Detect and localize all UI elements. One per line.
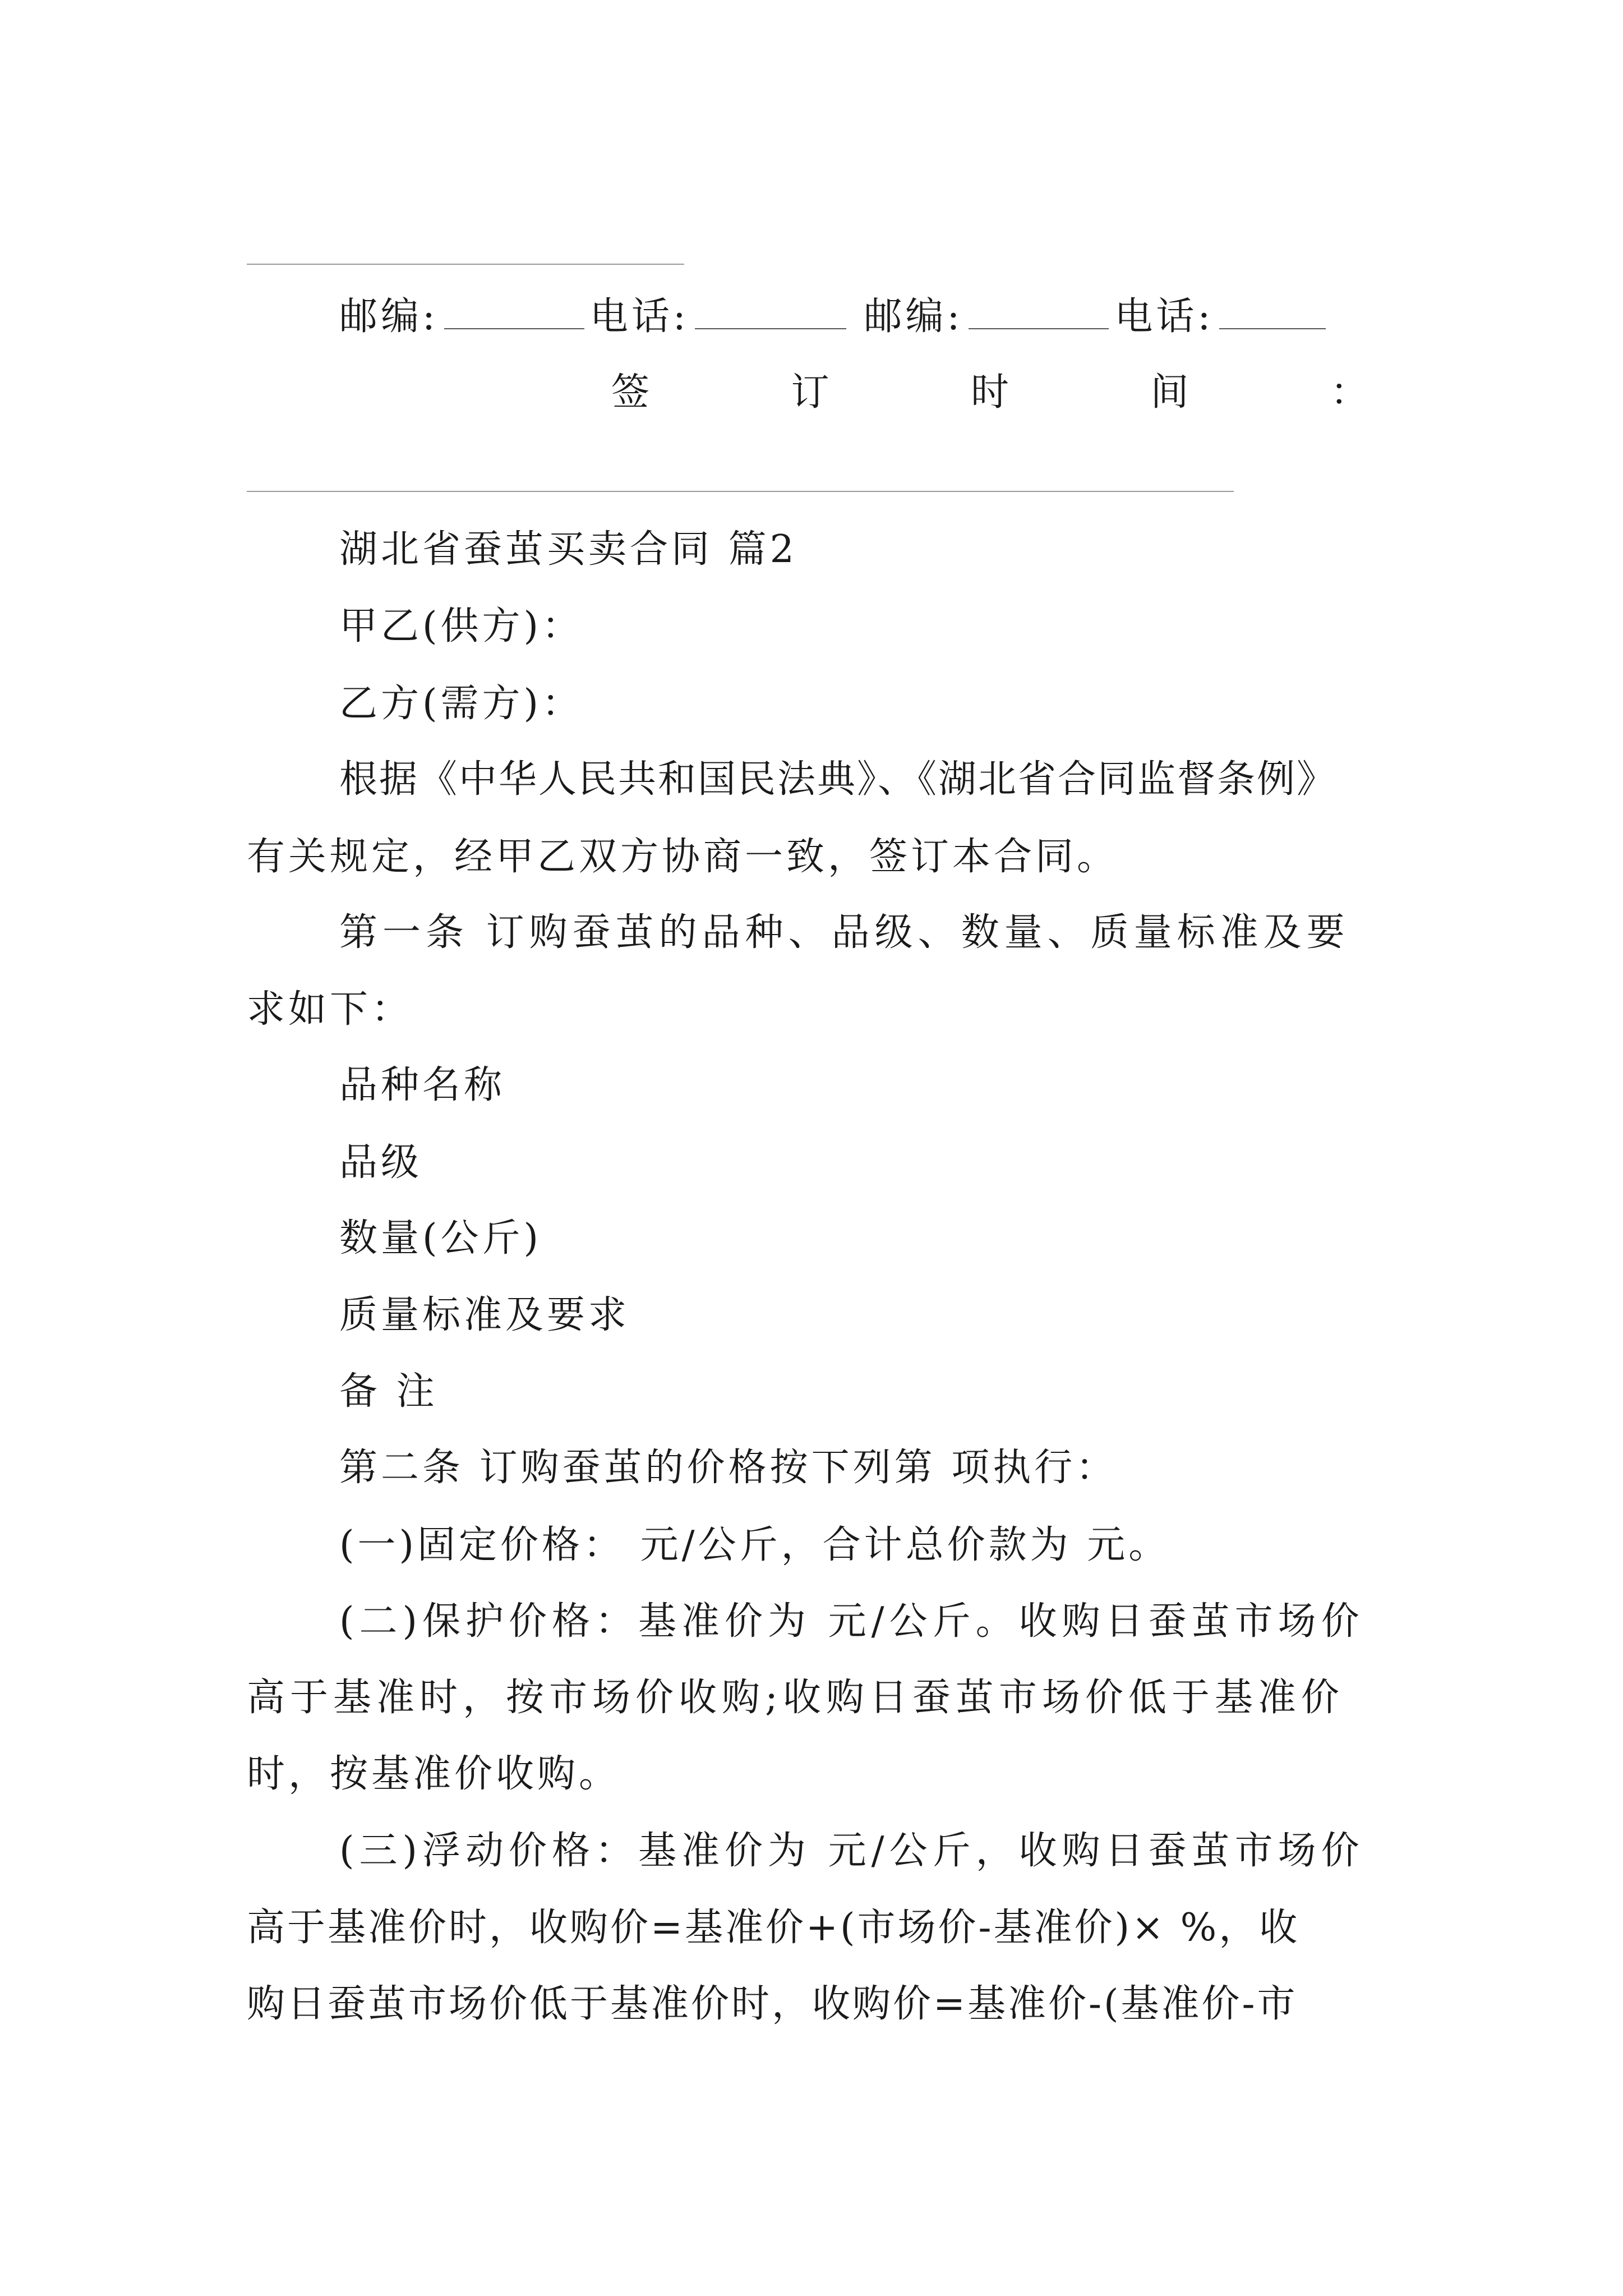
price-option-2: 时，按基准价收购。 <box>247 1752 621 1796</box>
list-item: 品级 <box>339 1140 423 1185</box>
phone-blank <box>695 295 846 329</box>
postcode-label: 邮编: <box>339 295 439 339</box>
paragraph-line: 有关规定，经甲乙双方协商一致，签订本合同。 <box>247 835 1119 879</box>
list-item: 质量标准及要求 <box>339 1293 630 1337</box>
postcode-blank <box>969 295 1109 329</box>
postcode-label: 邮编: <box>864 295 963 339</box>
signing-time-row <box>611 367 1368 418</box>
article-1-line: 第一条 订购蚕茧的品种、品级、数量、质量标准及要 <box>339 910 1350 955</box>
price-option-3: 高于基准价时，收购价=基准价+(市场价-基准价)× %，收 <box>247 1906 1300 1950</box>
contact-info-row <box>339 292 1331 342</box>
signing-char: 订 <box>791 370 829 415</box>
phone-blank <box>1219 295 1326 329</box>
signing-time-underline <box>247 491 1234 492</box>
price-option-3: (三)浮动价格：基准价为 元/公斤，收购日蚕茧市场价 <box>339 1829 1364 1873</box>
list-item: 品种名称 <box>339 1063 506 1107</box>
price-option-2: 高于基准时，按市场价收购;收购日蚕茧市场价低于基准价 <box>247 1676 1344 1720</box>
paragraph-line: 根据《中华人民共和国民法典》、《湖北省合同监督条例》 <box>339 757 1337 802</box>
section-title: 湖北省蚕茧买卖合同 篇2 <box>339 527 797 572</box>
phone-label: 电话: <box>1114 295 1214 339</box>
phone-label: 电话: <box>589 295 689 339</box>
signature-underline-top <box>247 264 684 265</box>
list-item: 数量(公斤) <box>339 1216 542 1260</box>
signing-char: 时 <box>970 370 1009 415</box>
list-item: 备 注 <box>339 1369 438 1414</box>
signing-char: 间 <box>1150 370 1189 415</box>
postcode-blank <box>444 295 584 329</box>
price-option-1: (一)固定价格： 元/公斤，合计总价款为 元。 <box>339 1523 1170 1567</box>
price-option-3: 购日蚕茧市场价低于基准价时，收购价=基准价-(基准价-市 <box>247 1982 1298 2026</box>
price-option-2: (二)保护价格：基准价为 元/公斤。收购日蚕茧市场价 <box>339 1599 1364 1644</box>
party-b-line: 乙方(需方)： <box>339 682 584 726</box>
article-2-line: 第二条 订购蚕茧的价格按下列第 项执行： <box>339 1446 1118 1490</box>
signing-char: 签 <box>611 370 650 415</box>
article-1-line: 求如下： <box>247 987 413 1032</box>
party-a-line: 甲乙(供方)： <box>339 604 584 648</box>
signing-char: ： <box>1330 370 1368 415</box>
